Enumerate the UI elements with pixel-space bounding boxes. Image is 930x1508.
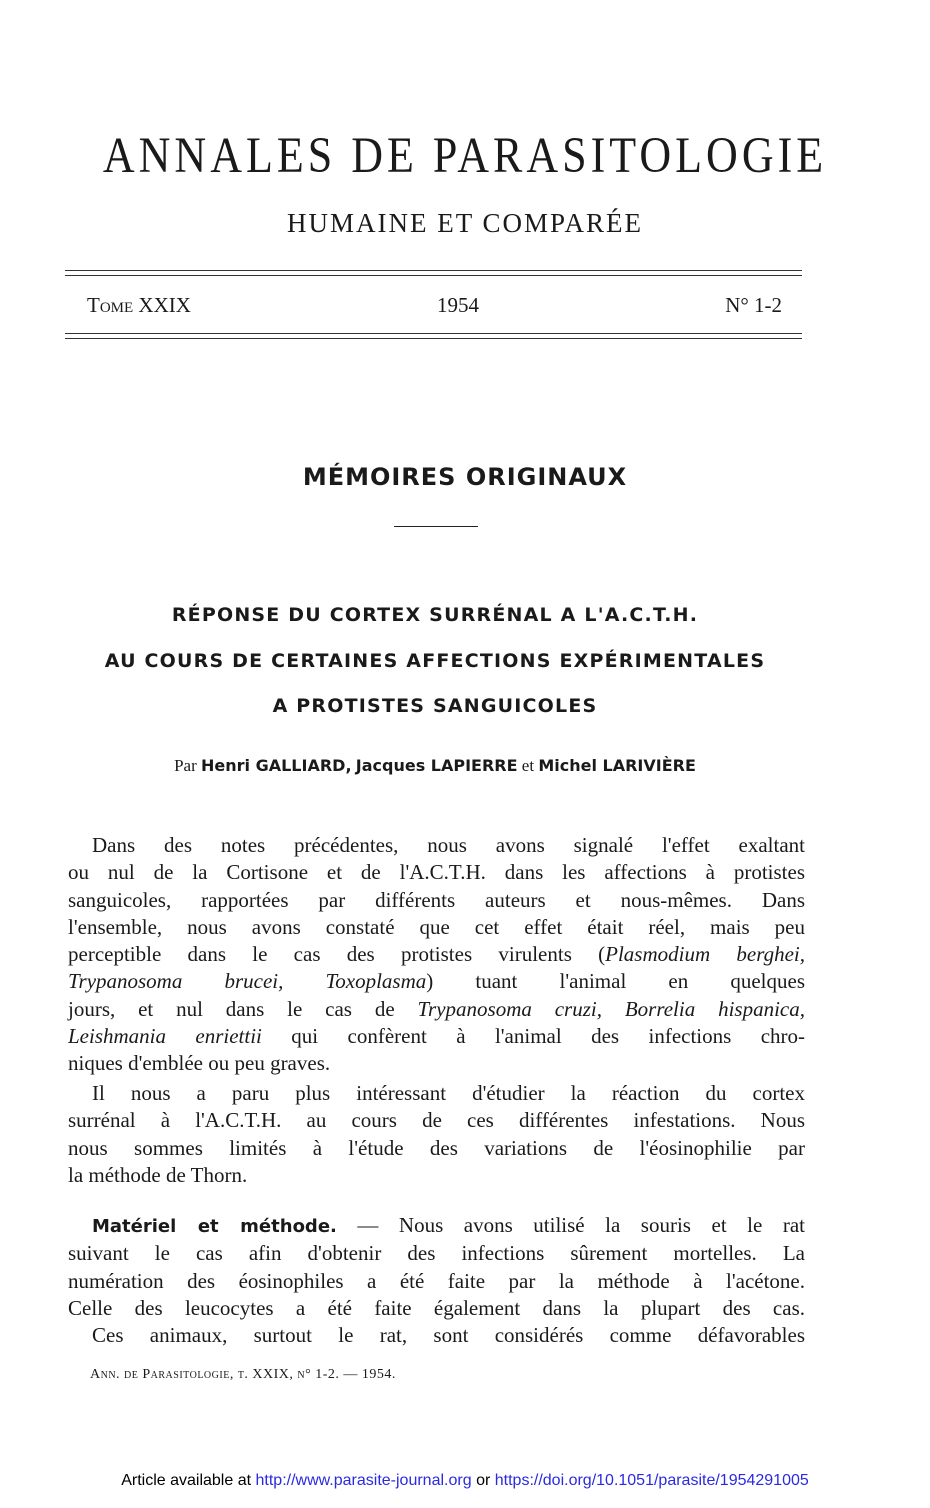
p2-line-3: nous sommes limités à l'étude des variations de l'éosinophilie par: [68, 1135, 805, 1160]
p1-line-5-italic: Plasmodium berghei,: [605, 942, 805, 967]
header-rule-top: [65, 270, 802, 271]
article-title-line-3: A PROTISTES SANGUICOLES: [272, 695, 598, 717]
availability-prefix: Article available at: [121, 1472, 252, 1489]
p1-line-2: ou nul de la Cortisone et de l'A.C.T.H. dans les affections à protistes: [68, 860, 805, 885]
header-rule-bottom: [65, 333, 802, 334]
article-title-line-1: RÉPONSE DU CORTEX SURRÉNAL A L'A.C.T.H.: [171, 604, 699, 626]
p1-line-8-italic: Leishmania enriettii: [68, 1024, 262, 1049]
p1-line-6-italic: Trypanosoma brucei, Toxoplasma: [68, 969, 427, 994]
p1-line-7-a: jours, et nul dans le cas de: [68, 996, 418, 1021]
doi-link[interactable]: https://doi.org/10.1051/parasite/1954291005: [494, 1472, 809, 1489]
p1-line-8: [68, 1023, 805, 1050]
p1-line-9: niques d'emblée ou peu graves.: [68, 1051, 331, 1076]
p1-line-7: [68, 996, 805, 1023]
p1-line-5-a: perceptible dans le cas des protistes virulents (: [68, 942, 606, 967]
author-galliard: Henri GALLIARD,: [201, 756, 352, 775]
article-availability: [0, 1472, 930, 1490]
issue-year: 1954: [437, 293, 480, 317]
p3-line-1-b: — Nous avons utilisé la souris et le rat: [336, 1213, 806, 1237]
p1-line-6-b: ) tuant l'animal en quelques: [426, 969, 806, 994]
p1-line-6: [68, 968, 805, 995]
byline-prefix: Par: [174, 756, 197, 775]
journal-subtitle: HUMAINE ET COMPARÉE: [286, 208, 644, 238]
byline-and: et: [521, 756, 535, 775]
author-lapierre: Jacques LAPIERRE: [355, 756, 518, 775]
journal-title: ANNALES DE PARASITOLOGIE: [102, 127, 828, 184]
p1-line-4: l'ensemble, nous avons constaté que cet effet était réel, mais peu: [68, 914, 805, 939]
journal-link[interactable]: http://www.parasite-journal.org: [255, 1472, 472, 1489]
availability-or: or: [476, 1472, 491, 1489]
tome-label: Tome XXIX: [87, 293, 191, 317]
article-title-line-2: AU COURS DE CERTAINES AFFECTIONS EXPÉRIMENTALES: [104, 650, 766, 672]
p1-line-7-italic: Trypanosoma cruzi, Borrelia hispanica,: [417, 996, 805, 1021]
p2-line-2: surrénal à l'A.C.T.H. au cours de ces différentes infestations. Nous: [68, 1108, 805, 1133]
p2-line-4: la méthode de Thorn.: [68, 1162, 248, 1187]
section-divider: [394, 526, 478, 527]
p3-line-5: Ces animaux, surtout le rat, sont considérés comme défavorables: [92, 1323, 805, 1348]
paragraph-3: [68, 1212, 805, 1349]
p3-heading: Matériel et méthode.: [92, 1216, 337, 1237]
p3-line-2: suivant le cas afin d'obtenir des infections sûrement mortelles. La: [68, 1241, 805, 1266]
issue-number: N° 1-2: [725, 293, 782, 317]
p1-line-5: [68, 941, 805, 968]
header-rule-bottom-2: [65, 338, 802, 339]
header-rule-top-2: [65, 275, 802, 276]
author-lariviere: Michel LARIVIÈRE: [538, 756, 696, 775]
byline: [60, 756, 810, 776]
citation-footer: [90, 1367, 396, 1383]
p3-line-1: [68, 1212, 805, 1240]
p1-line-1: Dans des notes précédentes, nous avons signalé l'effet exaltant: [92, 833, 805, 857]
citation-text: Ann. de Parasitologie, t. XXIX, n° 1-2. — 1954.: [90, 1367, 396, 1382]
p1-line-3: sanguicoles, rapportées par différents auteurs et nous-mêmes. Dans: [68, 887, 805, 912]
p2-line-1: Il nous a paru plus intéressant d'étudier la réaction du cortex: [92, 1081, 805, 1105]
paragraph-2: [68, 1080, 805, 1189]
p3-line-4: Celle des leucocytes a été faite également dans la plupart des cas.: [68, 1295, 805, 1320]
p1-line-8-b: qui confèrent à l'animal des infections chro-: [261, 1024, 806, 1049]
issue-line: [87, 293, 782, 318]
section-heading: MÉMOIRES ORIGINAUX: [302, 463, 628, 491]
paragraph-1: [68, 832, 805, 1078]
p3-line-3: numération des éosinophiles a été faite par la méthode à l'acétone.: [68, 1268, 805, 1293]
